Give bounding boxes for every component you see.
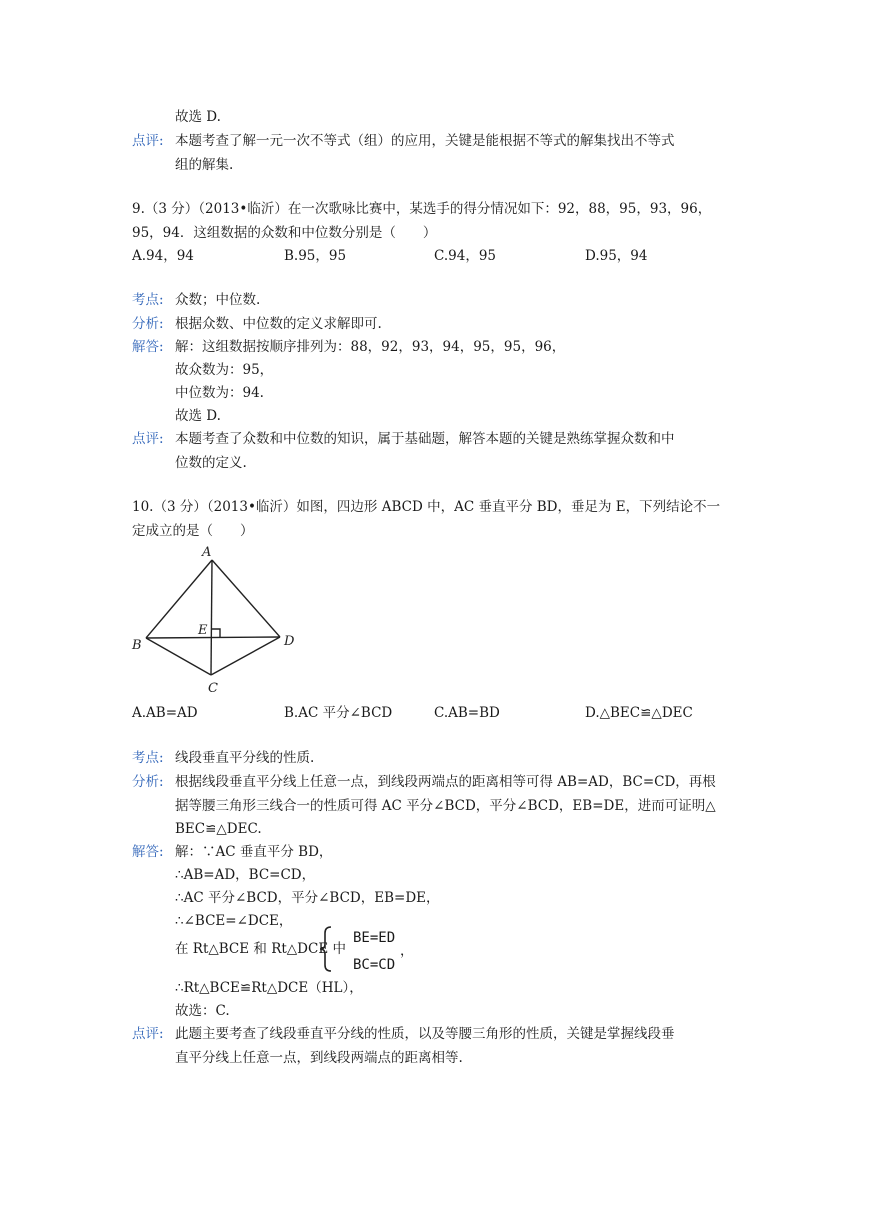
q10-fenxi-label: 分析: [132, 774, 164, 790]
segment-ac [211, 560, 212, 675]
q9-option-b: B.95，95 [284, 248, 347, 264]
prev-comment-line2: 组的解集. [175, 157, 234, 173]
q9-jieda-line4: 故选 D. [175, 408, 221, 424]
q10-option-c: C.AB=BD [434, 705, 500, 721]
q9-option-c: C.94，95 [434, 248, 496, 264]
q10-option-d: D.△BEC≌△DEC [585, 705, 693, 721]
q10-fenxi-line3: BEC≌△DEC. [175, 821, 262, 837]
q9-jieda-line2: 故众数为：95， [175, 362, 274, 378]
system-comma: ， [400, 943, 414, 959]
q10-pingping-label: 点评: [132, 1026, 164, 1042]
q9-pingping-line1: 本题考查了众数和中位数的知识，属于基础题，解答本题的关键是熟练掌握众数和中 [175, 431, 675, 447]
q9-stem-line2: 95，94．这组数据的众数和中位数分别是（ ） [132, 225, 437, 241]
q10-jieda-line6: ∴Rt△BCE≌Rt△DCE（HL）， [175, 980, 363, 996]
prev-comment-line1: 本题考查了解一元一次不等式（组）的应用，关键是能根据不等式的解集找出不等式 [175, 133, 675, 149]
q10-stem-line1: 10.（3 分）（2013•临沂）如图，四边形 ABCD 中，AC 垂直平分 BD，垂足为 E，下列结论不一 [132, 499, 721, 515]
prev-choose-d: 故选 D. [175, 109, 221, 125]
q9-kaodian-label: 考点: [132, 292, 164, 308]
q10-jieda-line1: 解：∵AC 垂直平分 BD， [175, 844, 333, 860]
q9-pingping-line2: 位数的定义. [175, 455, 247, 471]
q10-jieda-line2: ∴AB=AD，BC=CD， [175, 867, 316, 883]
q9-pingping-label: 点评: [132, 431, 164, 447]
segment-dc [211, 637, 280, 675]
prev-comment-label: 点评: [132, 133, 164, 149]
segment-ad [212, 560, 280, 637]
q10-pingping-line1: 此题主要考查了线段垂直平分线的性质，以及等腰三角形的性质，关键是掌握线段垂 [175, 1026, 675, 1042]
q9-fenxi-label: 分析: [132, 316, 164, 332]
q10-pingping-line2: 直平分线上任意一点，到线段两端点的距离相等. [175, 1050, 463, 1066]
system-line2: BC=CD [353, 957, 396, 973]
q9-jieda-label: 解答: [132, 339, 164, 355]
q9-kaodian: 众数；中位数. [175, 292, 261, 308]
label-d: D [284, 634, 295, 649]
q9-jieda-line1: 解：这组数据按顺序排列为：88，92，93，94，95，95，96， [175, 339, 566, 355]
q10-option-a: A.AB=AD [132, 705, 198, 721]
segment-bd [146, 637, 280, 638]
q10-fenxi-line2: 据等腰三角形三线合一的性质可得 AC 平分∠BCD，平分∠BCD，EB=DE，进而可证明△ [175, 798, 716, 814]
q10-jieda-line7: 故选：C. [175, 1003, 230, 1019]
left-brace-icon [319, 925, 333, 973]
q10-jieda-label: 解答: [132, 844, 164, 860]
q9-option-a: A.94，94 [132, 248, 194, 264]
q9-stem-line1: 9.（3 分）（2013•临沂）在一次歌咏比赛中，某选手的得分情况如下：92，88，95，93，96， [132, 201, 712, 217]
label-b: B [132, 638, 142, 653]
q10-fenxi-line1: 根据线段垂直平分线上任意一点，到线段两端点的距离相等可得 AB=AD，BC=CD，再根 [175, 774, 716, 790]
q10-jieda-line5: 在 Rt△BCE 和 Rt△DCE 中 [175, 941, 346, 957]
q10-stem-line2: 定成立的是（ ） [132, 523, 254, 539]
q10-kaodian-label: 考点: [132, 750, 164, 766]
label-e: E [198, 623, 208, 638]
label-c: C [208, 681, 218, 696]
q9-jieda-line3: 中位数为：94. [175, 385, 264, 401]
quadrilateral-figure [130, 545, 310, 700]
q10-kaodian: 线段垂直平分线的性质. [175, 750, 315, 766]
right-angle-mark [212, 629, 220, 637]
q10-option-b: B.AC 平分∠BCD [284, 705, 393, 721]
q10-jieda-line4: ∴∠BCE=∠DCE， [175, 913, 293, 929]
segment-bc [146, 638, 211, 675]
q9-fenxi: 根据众数、中位数的定义求解即可. [175, 316, 382, 332]
system-line1: BE=ED [353, 930, 396, 946]
q9-option-d: D.95，94 [585, 248, 648, 264]
label-a: A [202, 545, 212, 560]
q10-jieda-line3: ∴AC 平分∠BCD，平分∠BCD，EB=DE， [175, 890, 440, 906]
